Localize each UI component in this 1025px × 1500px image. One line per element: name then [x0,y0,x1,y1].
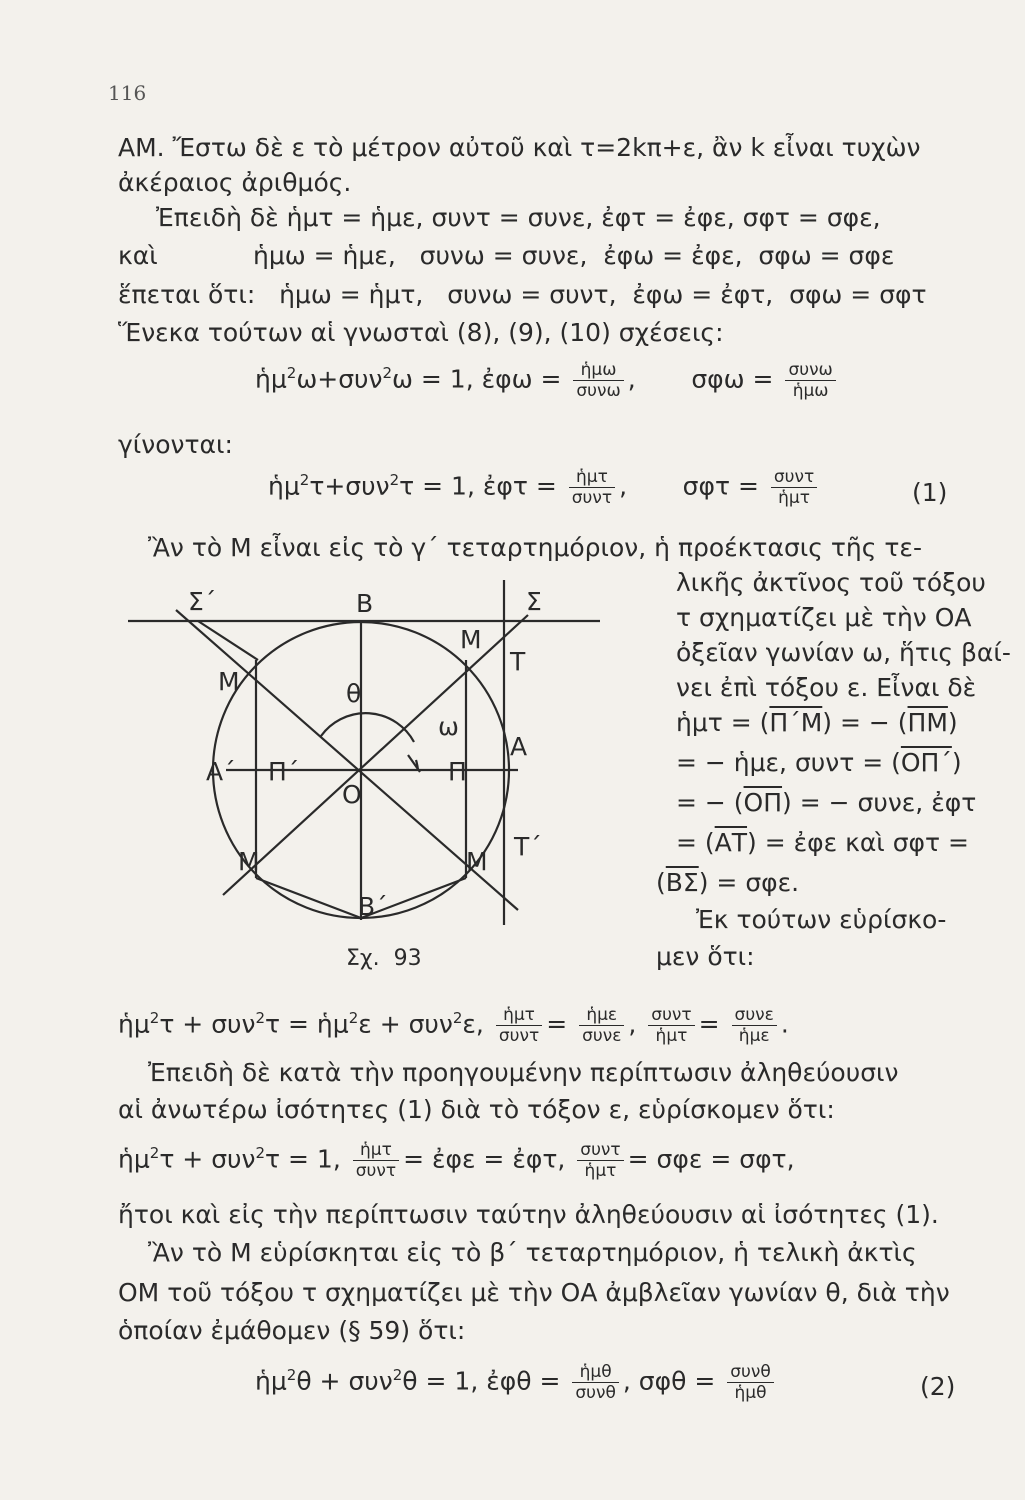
eq-part: ε, [462,1009,484,1039]
segment: $\overline{B\Sigma}$ [665,868,699,897]
equation-2 [255,1362,778,1403]
fraction [727,1362,774,1403]
text-line [676,748,962,778]
eq-part: τ = 1, ἐφτ = [399,471,557,501]
text-line: Ἕνεκα τούτων αἱ γνωσταὶ (8), (9), (10) σχέσεις: [118,318,724,347]
text-line: ΑΜ. Ἔστω δὲ ε τὸ μέτρον αὐτοῦ καὶ τ=2kπ+ε, ἂν k εἶναι τυχὼν [118,133,921,162]
denominator: συνθ [575,1383,616,1403]
text-line: λικῆς ἀκτῖνος τοῦ τόξου [676,568,986,597]
eq-part: , σφτ = [619,471,759,501]
eq-part: ) [951,748,962,777]
eq-part: ) = ἐφε καὶ σφτ = [747,828,969,857]
label-A-prime: Α΄ [206,757,236,786]
eq-part: = ἐφε = ἐφτ, [403,1144,566,1174]
eq-part: = − ( [676,788,744,817]
eq-part: ω = 1, ἐφω = [392,364,562,394]
eq-part: ) [947,708,958,737]
numerator: ἡμθ [572,1362,619,1383]
numerator: συνω [785,360,835,381]
figure-93 [108,580,638,980]
label-sigma: Σ [526,587,542,616]
exponent: 2 [348,1009,359,1028]
label-B-prime: Β΄ [358,892,388,921]
exponent: 2 [452,1009,463,1028]
fraction [577,1140,623,1181]
eq-part: ) = σφε. [698,868,800,897]
numerator: συντ [771,467,817,488]
eq-part: ) = − συνε, ἐφτ [782,788,977,817]
equation-3 [118,1005,789,1046]
text-line: μεν ὅτι: [656,942,755,971]
text-line: νει ἐπὶ τόξου ε. Εἶναι δὲ [676,673,977,702]
eq-part: ( [656,868,666,897]
eq-part: τ + συν [159,1009,256,1039]
denominator: συντ [571,488,613,508]
label-P: Π [448,757,467,786]
text-line: ἕπεται ὅτι: ἡμω = ἡμτ, συνω = συντ, ἐφω = ἐφτ, σφω = σφτ [118,280,927,309]
fraction [353,1140,399,1181]
numerator: συνθ [727,1362,774,1383]
eq-part: ἡμ [268,471,300,501]
eq-part: θ + συν [296,1366,393,1396]
fraction [732,1005,777,1046]
fraction [579,1005,624,1046]
page-number: 116 [108,81,147,105]
eq-part: , σφθ = [622,1366,716,1396]
denominator: ἡμτ [778,488,810,508]
eq-part: . [780,1009,789,1039]
text-line: Ἐπειδὴ δὲ ἡμτ = ἡμε, συντ = συνε, ἐφτ = ἐφε, σφτ = σφε, [156,203,881,232]
label-sigma-prime: Σ΄ [188,587,217,616]
text-line: τ σχηματίζει μὲ τὴν ΟΑ [676,603,972,632]
text-line: καὶ ἡμω = ἡμε, συνω = συνε, ἐφω = ἐφε, σφω = σφε [118,241,895,270]
eq-part: ἡμ [118,1009,150,1039]
text-line [676,828,969,858]
eq-part: , [628,1009,637,1039]
denominator: συνω [576,381,621,401]
equation-number: (2) [920,1372,956,1401]
label-T: Τ [510,647,526,676]
text-line: Ἂν τὸ Μ εὑρίσκηται εἰς τὸ β΄ τεταρτημόριον, ἡ τελικὴ ἀκτὶς [148,1238,917,1267]
eq-part: ) = − ( [822,708,908,737]
eq-part: ω+συν [296,364,383,394]
segment: $\overline{\Pi΄M}$ [769,708,823,737]
text-line: Ἐπειδὴ δὲ κατὰ τὴν προηγουμένην περίπτωσιν ἀληθεύουσιν [148,1058,899,1087]
text-line: ΟΜ τοῦ τόξου τ σχηματίζει μὲ τὴν ΟΑ ἀμβλεῖαν γωνίαν θ, διὰ τὴν [118,1278,950,1307]
numerator: ἡμω [573,360,623,381]
numerator: ἡμτ [569,467,615,488]
eq-part: = − ἡμε, συντ = ( [676,748,901,777]
denominator: συνε [582,1026,622,1046]
exponent: 2 [299,471,310,490]
fraction [496,1005,542,1046]
eq-part: τ + συν [159,1144,256,1174]
exponent: 2 [286,1366,297,1385]
segment: $\overline{O\Pi}$ [743,788,783,817]
eq-part: ἡμτ = ( [676,708,770,737]
denominator: ἡμε [738,1026,770,1046]
exponent: 2 [149,1144,160,1163]
numerator: συντ [577,1140,623,1161]
denominator: συντ [498,1026,540,1046]
label-P-prime: Π΄ [268,757,300,786]
equation-number: (1) [912,478,948,507]
label-A: Α [510,732,528,761]
arc-theta [321,713,414,742]
equation-known-relations [255,360,840,401]
denominator: ἡμτ [584,1161,617,1181]
text-line: αἱ ἀνωτέρω ἰσότητες (1) διὰ τὸ τόξον ε, εὑρίσκομεν ὅτι: [118,1095,835,1124]
eq-part: ἡμ [255,364,287,394]
text-line: ἀκέραιος ἀριθμός. [118,168,352,197]
fraction [572,1362,619,1403]
fraction [569,467,615,508]
text-line [656,868,799,898]
text-line: Ἐκ τούτων εὑρίσκο- [696,905,947,934]
chord-top-left [198,621,258,660]
numerator: συντ [648,1005,694,1026]
eq-part: ἡμ [255,1366,287,1396]
label-M-left: Μ [218,667,240,696]
equation-1 [268,467,821,508]
eq-part: ε + συν [358,1009,453,1039]
numerator: ἡμε [579,1005,624,1026]
label-M-top-right: Μ [460,625,482,654]
exponent: 2 [389,471,400,490]
eq-part: = [546,1009,568,1039]
eq-part: τ = ἡμ [265,1009,349,1039]
numerator: ἡμτ [496,1005,542,1026]
text-line: γίνονται: [118,430,233,459]
exponent: 2 [255,1144,266,1163]
denominator: ἡμθ [734,1383,767,1403]
fraction [573,360,623,401]
segment: $\overline{O\Pi΄}$ [900,748,952,777]
label-omega: ω [438,712,459,741]
eq-part: = σφε = σφτ, [627,1144,795,1174]
label-T-prime: Τ΄ [514,832,542,861]
eq-part: τ+συν [309,471,390,501]
eq-part: θ = 1, ἐφθ = [402,1366,561,1396]
text-line [676,788,976,818]
segment: $\overline{AT}$ [714,828,748,857]
segment: $\overline{\Pi M}$ [907,708,948,737]
eq-part: = [698,1009,720,1039]
denominator: συντ [355,1161,397,1181]
fraction [785,360,835,401]
text-line: ὁποίαν ἐμάθομεν (§ 59) ὅτι: [118,1316,466,1345]
eq-part: τ = 1, [265,1144,341,1174]
label-B: Β [356,589,374,618]
denominator: ἡμω [792,381,829,401]
label-O: Ο [342,780,362,809]
numerator: ἡμτ [353,1140,399,1161]
fraction [648,1005,694,1046]
exponent: 2 [392,1366,403,1385]
equation-4 [118,1140,795,1181]
text-line: ἤτοι καὶ εἰς τὴν περίπτωσιν ταύτην ἀληθεύουσιν αἱ ἰσότητες (1). [118,1200,939,1229]
exponent: 2 [286,364,297,383]
eq-part: ἡμ [118,1144,150,1174]
label-M-bottom-left: Μ [238,847,260,876]
chord-bottom-left [256,878,361,918]
text-line: ὀξεῖαν γωνίαν ω, ἥτις βαί- [676,638,1011,667]
numerator: συνε [732,1005,777,1026]
eq-part: , σφω = [627,364,774,394]
eq-part: = ( [676,828,715,857]
denominator: ἡμτ [655,1026,688,1046]
exponent: 2 [255,1009,266,1028]
text-line: Ἂν τὸ Μ εἶναι εἰς τὸ γ΄ τεταρτημόριον, ἡ προέκτασις τῆς τε- [148,533,922,562]
label-M-bottom-right: Μ [466,847,488,876]
text-line [676,708,958,738]
exponent: 2 [149,1009,160,1028]
exponent: 2 [382,364,393,383]
fraction [771,467,817,508]
figure-caption: Σχ. 93 [346,946,422,971]
label-theta: θ [346,679,362,708]
